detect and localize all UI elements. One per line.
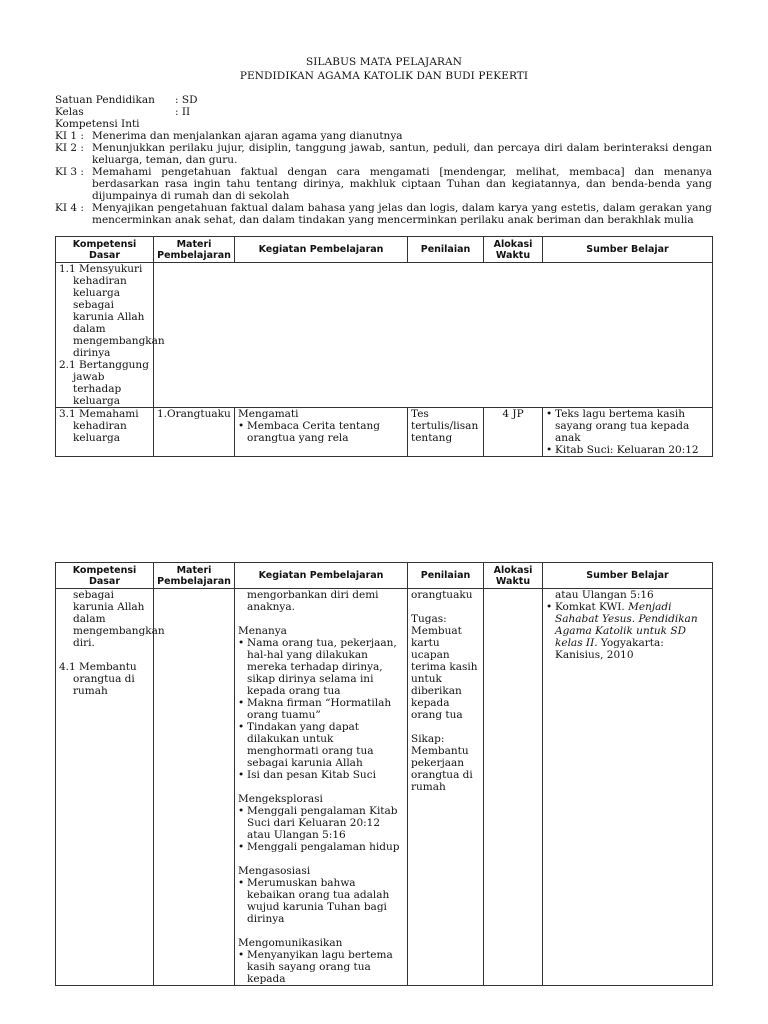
alokasi-cell: 4 JP (484, 408, 543, 457)
table2-body-row (56, 589, 713, 986)
sumber-prefix: Komkat KWI. (555, 601, 629, 613)
kelas-value: : II (175, 106, 191, 118)
th-penilaian: Penilaian (408, 237, 484, 263)
syllabus-table-2 (55, 562, 713, 986)
menanya-item: • Isi dan pesan Kitab Suci (238, 769, 404, 781)
table1-row-kd1-kd2 (56, 263, 713, 408)
ki2-label: KI 2 : (55, 142, 84, 154)
satuan-value: : SD (175, 94, 198, 106)
penilaian-cell: Tes tertulis/lisan tentang (408, 408, 484, 457)
sikap-heading: Sikap: (411, 733, 445, 745)
materi-cell-cont (154, 589, 235, 986)
ki1-label: KI 1 : (55, 130, 84, 142)
th-alokasi: Alokasi Waktu (484, 563, 543, 589)
th-kegiatan: Kegiatan Pembelajaran (235, 237, 408, 263)
th-alokasi: Alokasi Waktu (484, 237, 543, 263)
ki3-label: KI 3 : (55, 166, 84, 178)
tugas-heading: Tugas: (411, 613, 447, 625)
asosiasi-item: • Merumuskan bahwa kebaikan orang tua adalah wujud karunia Tuhan bagi dirinya (238, 877, 404, 925)
satuan-label: Satuan Pendidikan (55, 94, 155, 106)
kegiatan-item: • Membaca Cerita tentang orangtua yang rela (238, 420, 404, 444)
sumber-item: • Kitab Suci: Keluaran 20:12 (546, 444, 709, 456)
menanya-heading: Menanya (238, 625, 287, 637)
kd-continuation: sebagai karunia Allah dalam mengembangkan diri. (73, 589, 165, 649)
th-kegiatan: Kegiatan Pembelajaran (235, 563, 408, 589)
asosiasi-heading: Mengasosiasi (238, 865, 311, 877)
kd-3-1: 3.1 Memahami kehadiran keluarga (59, 408, 139, 444)
kd-4-1: 4.1 Membantu orangtua di rumah (59, 661, 137, 697)
sumber-continuation: atau Ulangan 5:16 (555, 589, 654, 601)
sumber-item: • Teks lagu bertema kasih sayang orang tua kepada anak (546, 408, 709, 444)
menanya-item: • Makna firman “Hormatilah orang tuamu” (238, 697, 404, 721)
penilaian-cell-cont (408, 589, 484, 986)
kd-cell-cont (56, 589, 165, 986)
th-materi: Materi Pembelajaran (154, 237, 235, 263)
kegiatan-cell-cont (235, 589, 408, 986)
sikap-text: Membantu pekerjaan orangtua di rumah (411, 745, 473, 793)
merged-empty-cell (154, 263, 713, 408)
th-sumber: Sumber Belajar (543, 237, 713, 263)
penilaian-continuation: orangtuaku (411, 589, 473, 601)
mengamati-heading: Mengamati (238, 408, 299, 420)
kompetensi-inti-label: Kompetensi Inti (55, 118, 140, 130)
menanya-item: • Tindakan yang dapat dilakukan untuk menghormati orang tua sebagai karunia Allah (238, 721, 404, 769)
alokasi-cell-cont (484, 589, 543, 986)
kd-1-1: 1.1 Mensyukuri kehadiran keluarga sebagai karunia Allah dalam mengembangkan dirinya (59, 263, 165, 359)
kegiatan-continuation: mengorbankan diri demi anaknya. (247, 589, 379, 613)
kd-2-1: 2.1 Bertanggung jawab terhadap keluarga (59, 359, 149, 407)
ki3-text: Memahami pengetahuan faktual dengan cara mengamati [mendengar, melihat, membaca] dan menanya berdasarkan rasa ingin tahu tentang dirinya, makhluk ciptaan Tuhan dan kegiatannya, dan benda-benda yang dijumpainya di rumah dan di sekolah (92, 166, 712, 202)
kegiatan-cell (235, 408, 408, 457)
document-title: SILABUS MATA PELAJARAN (305, 56, 463, 68)
kelas-label: Kelas (55, 106, 84, 118)
kd-cell-1 (56, 263, 165, 408)
sumber-publisher: Yogyakarta: Kanisius, 2010 (555, 637, 664, 661)
th-kompetensi-dasar: Kompetensi Dasar (56, 237, 154, 263)
eksplorasi-heading: Mengeksplorasi (238, 793, 323, 805)
table1-header-row (56, 237, 713, 263)
ki1-text: Menerima dan menjalankan ajaran agama yang dianutnya (92, 130, 403, 142)
syllabus-table-1 (55, 236, 713, 457)
th-kompetensi-dasar: Kompetensi Dasar (56, 563, 154, 589)
th-materi: Materi Pembelajaran (154, 563, 235, 589)
ki2-text: Menunjukkan perilaku jujur, disiplin, tanggung jawab, santun, peduli, dan percaya diri dalam berinteraksi dengan keluarga, teman, dan guru. (92, 142, 712, 166)
komunikasi-item: • Menyanyikan lagu bertema kasih sayang orang tua kepada (238, 949, 404, 985)
kd-cell-3 (56, 408, 154, 457)
komunikasi-heading: Mengomunikasikan (238, 937, 343, 949)
ki4-text: Menyajikan pengetahuan faktual dalam bahasa yang jelas dan logis, dalam karya yang estetis, dalam gerakan yang mencerminkan anak sehat, dan dalam tindakan yang mencerminkan perilaku anak beriman dan berakhlak mulia (92, 202, 712, 226)
table1-row-kd3 (56, 408, 713, 457)
eksplorasi-item: • Menggali pengalaman Kitab Suci dari Keluaran 20:12 atau Ulangan 5:16 (238, 805, 404, 841)
sumber-item-komkat (546, 601, 709, 661)
eksplorasi-item: • Menggali pengalaman hidup (238, 841, 404, 853)
sumber-cell (543, 408, 713, 457)
th-sumber: Sumber Belajar (543, 563, 713, 589)
materi-cell: 1.Orangtuaku (154, 408, 235, 457)
ki4-label: KI 4 : (55, 202, 84, 214)
sumber-cell-cont (543, 589, 713, 986)
menanya-item: • Nama orang tua, pekerjaan, hal-hal yang dilakukan mereka terhadap dirinya, sikap dirinya selama ini kepada orang tua (238, 637, 404, 697)
document-subtitle: PENDIDIKAN AGAMA KATOLIK DAN BUDI PEKERTI (239, 70, 529, 82)
table2-header-row (56, 563, 713, 589)
tugas-text: Membuat kartu ucapan terima kasih untuk diberikan kepada orang tua (411, 625, 478, 721)
sumber-book-title: Menjadi Sahabat Yesus. Pendidikan Agama Katolik untuk SD kelas II. (555, 601, 698, 649)
th-penilaian: Penilaian (408, 563, 484, 589)
